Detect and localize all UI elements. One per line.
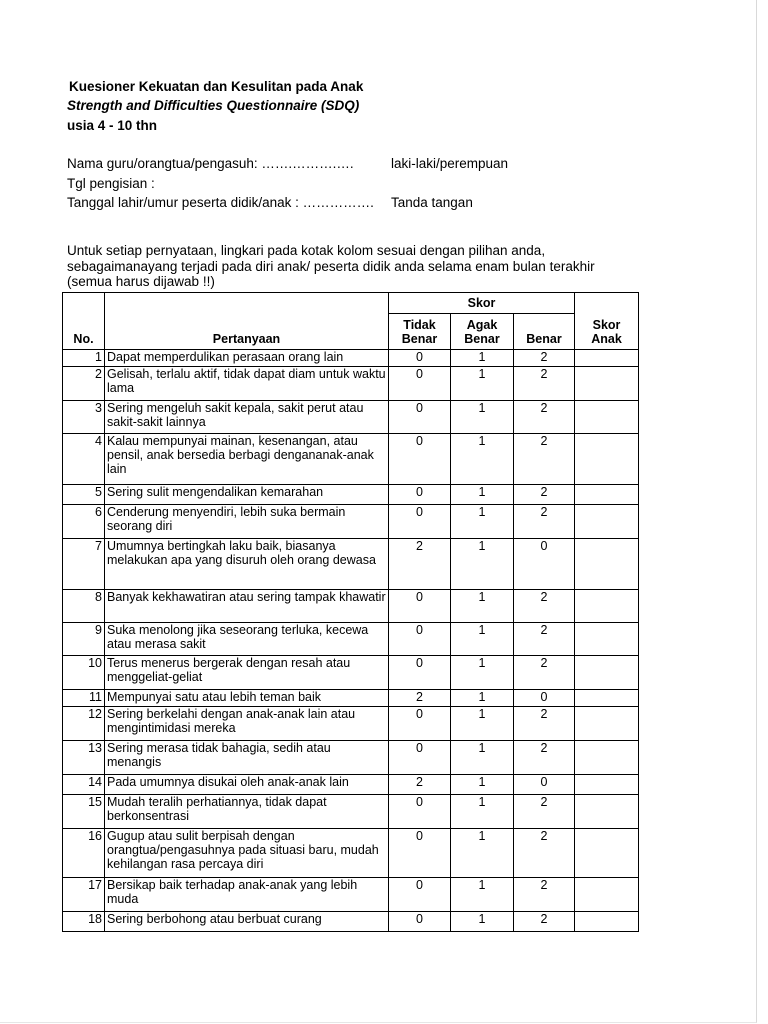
age-range: usia 4 - 10 thn [67,118,158,133]
score-tidak-benar[interactable]: 2 [389,775,451,795]
question-text: Sering berbohong atau berbuat curang [105,912,389,932]
skor-anak-cell[interactable] [575,401,639,434]
question-text: Suka menolong jika seseorang terluka, kecewa atau merasa sakit [105,623,389,656]
header-skor-anak: Skor Anak [575,293,639,350]
skor-anak-cell[interactable] [575,912,639,932]
question-text: Bersikap baik terhadap anak-anak yang lebih muda [105,878,389,912]
score-benar[interactable]: 0 [514,690,575,707]
table-row [63,350,639,367]
question-text: Kalau mempunyai mainan, kesenangan, atau pensil, anak bersedia berbagi dengananak-anak lain [105,434,389,485]
score-benar[interactable]: 2 [514,367,575,401]
skor-anak-cell[interactable] [575,434,639,485]
skor-anak-cell[interactable] [575,590,639,623]
question-text: Sering sulit mengendalikan kemarahan [105,485,389,505]
score-benar[interactable]: 2 [514,350,575,367]
instruction-line: (semua harus dijawab !!) [67,274,215,289]
score-agak-benar[interactable]: 1 [451,350,514,367]
skor-anak-cell[interactable] [575,539,639,590]
score-agak-benar[interactable]: 1 [451,367,514,401]
score-benar[interactable]: 2 [514,741,575,775]
score-tidak-benar[interactable]: 2 [389,690,451,707]
table-row [63,367,639,401]
score-benar[interactable]: 2 [514,829,575,878]
header-skor: Skor [389,293,575,314]
instructions [67,243,667,290]
table-row [63,690,639,707]
score-benar[interactable]: 2 [514,707,575,741]
score-agak-benar[interactable]: 1 [451,878,514,912]
score-benar[interactable]: 2 [514,505,575,539]
header-question: Pertanyaan [105,293,389,350]
question-text: Gelisah, terlalu aktif, tidak dapat diam untuk waktu lama [105,367,389,401]
score-agak-benar[interactable]: 1 [451,485,514,505]
score-tidak-benar[interactable]: 0 [389,829,451,878]
header-benar: Benar [514,314,575,350]
score-agak-benar[interactable]: 1 [451,795,514,829]
skor-anak-cell[interactable] [575,878,639,912]
score-benar[interactable]: 2 [514,795,575,829]
skor-anak-cell[interactable] [575,505,639,539]
question-text: Terus menerus bergerak dengan resah atau menggeliat-geliat [105,656,389,690]
table-row [63,775,639,795]
score-tidak-benar[interactable]: 0 [389,707,451,741]
table-row [63,505,639,539]
score-agak-benar[interactable]: 1 [451,741,514,775]
item-number: 13 [63,741,105,775]
question-text: Mempunyai satu atau lebih teman baik [105,690,389,707]
score-tidak-benar[interactable]: 0 [389,656,451,690]
item-number: 11 [63,690,105,707]
score-agak-benar[interactable]: 1 [451,912,514,932]
item-number: 1 [63,350,105,367]
guardian-name-field[interactable]: Nama guru/orangtua/pengasuh: …….……….…. [67,156,354,171]
table-row [63,795,639,829]
table-row [63,485,639,505]
score-benar[interactable]: 2 [514,485,575,505]
score-agak-benar[interactable]: 1 [451,656,514,690]
signature-field[interactable]: Tanda tangan [391,195,473,210]
questionnaire-table [62,292,639,932]
skor-anak-cell[interactable] [575,656,639,690]
table-row [63,401,639,434]
header-agak-benar: Agak Benar [451,314,514,350]
item-number: 7 [63,539,105,590]
score-benar[interactable]: 2 [514,590,575,623]
score-tidak-benar[interactable]: 0 [389,912,451,932]
score-agak-benar[interactable]: 1 [451,775,514,795]
question-text: Banyak kekhawatiran atau sering tampak khawatir [105,590,389,623]
item-number: 8 [63,590,105,623]
score-tidak-benar[interactable]: 0 [389,590,451,623]
item-number: 12 [63,707,105,741]
score-tidak-benar[interactable]: 0 [389,795,451,829]
score-benar[interactable]: 2 [514,656,575,690]
header-tidak-benar: Tidak Benar [389,314,451,350]
skor-anak-cell[interactable] [575,690,639,707]
item-number: 3 [63,401,105,434]
score-tidak-benar[interactable]: 0 [389,350,451,367]
score-tidak-benar[interactable]: 0 [389,741,451,775]
score-agak-benar[interactable]: 1 [451,829,514,878]
question-text: Cenderung menyendiri, lebih suka bermain seorang diri [105,505,389,539]
score-agak-benar[interactable]: 1 [451,590,514,623]
score-benar[interactable]: 2 [514,878,575,912]
question-text: Sering merasa tidak bahagia, sedih atau menangis [105,741,389,775]
item-number: 17 [63,878,105,912]
table-row [63,656,639,690]
score-agak-benar[interactable]: 1 [451,434,514,485]
date-filled-field[interactable]: Tgl pengisian : [67,176,155,191]
skor-anak-cell[interactable] [575,623,639,656]
skor-anak-cell[interactable] [575,485,639,505]
skor-anak-cell[interactable] [575,350,639,367]
document-title: Kuesioner Kekuatan dan Kesulitan pada Anak [69,79,364,94]
question-text: Sering berkelahi dengan anak-anak lain atau mengintimidasi mereka [105,707,389,741]
document-subtitle: Strength and Difficulties Questionnaire (SDQ) [67,98,360,113]
score-agak-benar[interactable]: 1 [451,690,514,707]
item-number: 14 [63,775,105,795]
score-tidak-benar[interactable]: 0 [389,623,451,656]
question-text: Sering mengeluh sakit kepala, sakit perut atau sakit-sakit lainnya [105,401,389,434]
skor-anak-cell[interactable] [575,707,639,741]
score-benar[interactable]: 2 [514,623,575,656]
score-tidak-benar[interactable]: 0 [389,485,451,505]
skor-anak-cell[interactable] [575,795,639,829]
table-row [63,878,639,912]
table-row [63,741,639,775]
score-tidak-benar[interactable]: 0 [389,434,451,485]
table-row [63,829,639,878]
questionnaire-rows [63,350,639,932]
table-row [63,434,639,485]
score-benar[interactable]: 0 [514,539,575,590]
score-tidak-benar[interactable]: 0 [389,878,451,912]
skor-anak-cell[interactable] [575,829,639,878]
table-row [63,912,639,932]
score-tidak-benar[interactable]: 0 [389,505,451,539]
skor-anak-cell[interactable] [575,367,639,401]
item-number: 10 [63,656,105,690]
birth-date-field[interactable]: Tanggal lahir/umur peserta didik/anak : ……………. [67,195,374,210]
item-number: 4 [63,434,105,485]
question-text: Umumnya bertingkah laku baik, biasanya melakukan apa yang disuruh oleh orang dewasa [105,539,389,590]
item-number: 15 [63,795,105,829]
score-agak-benar[interactable]: 1 [451,623,514,656]
table-row [63,623,639,656]
table-row [63,539,639,590]
score-agak-benar[interactable]: 1 [451,505,514,539]
skor-anak-cell[interactable] [575,741,639,775]
score-agak-benar[interactable]: 1 [451,707,514,741]
header-no: No. [63,293,105,350]
instruction-line: sebagaimanayang terjadi pada diri anak/ peserta didik anda selama enam bulan terakhir [67,258,595,274]
table-row [63,707,639,741]
score-tidak-benar[interactable]: 0 [389,401,451,434]
question-text: Gugup atau sulit berpisah dengan orangtua/pengasuhnya pada situasi baru, mudah kehilangan rasa percaya diri [105,829,389,878]
score-benar[interactable]: 2 [514,912,575,932]
item-number: 16 [63,829,105,878]
score-tidak-benar[interactable]: 0 [389,367,451,401]
item-number: 6 [63,505,105,539]
question-text: Dapat memperdulikan perasaan orang lain [105,350,389,367]
score-benar[interactable]: 0 [514,775,575,795]
skor-anak-cell[interactable] [575,775,639,795]
score-tidak-benar[interactable]: 2 [389,539,451,590]
score-agak-benar[interactable]: 1 [451,539,514,590]
score-agak-benar[interactable]: 1 [451,401,514,434]
table-row [63,590,639,623]
item-number: 2 [63,367,105,401]
item-number: 18 [63,912,105,932]
gender-field[interactable]: laki-laki/perempuan [391,156,509,171]
instruction-line: Untuk setiap pernyataan, lingkari pada kotak kolom sesuai dengan pilihan anda, [67,243,546,258]
item-number: 5 [63,485,105,505]
score-benar[interactable]: 2 [514,401,575,434]
score-benar[interactable]: 2 [514,434,575,485]
question-text: Pada umumnya disukai oleh anak-anak lain [105,775,389,795]
question-text: Mudah teralih perhatiannya, tidak dapat berkonsentrasi [105,795,389,829]
item-number: 9 [63,623,105,656]
